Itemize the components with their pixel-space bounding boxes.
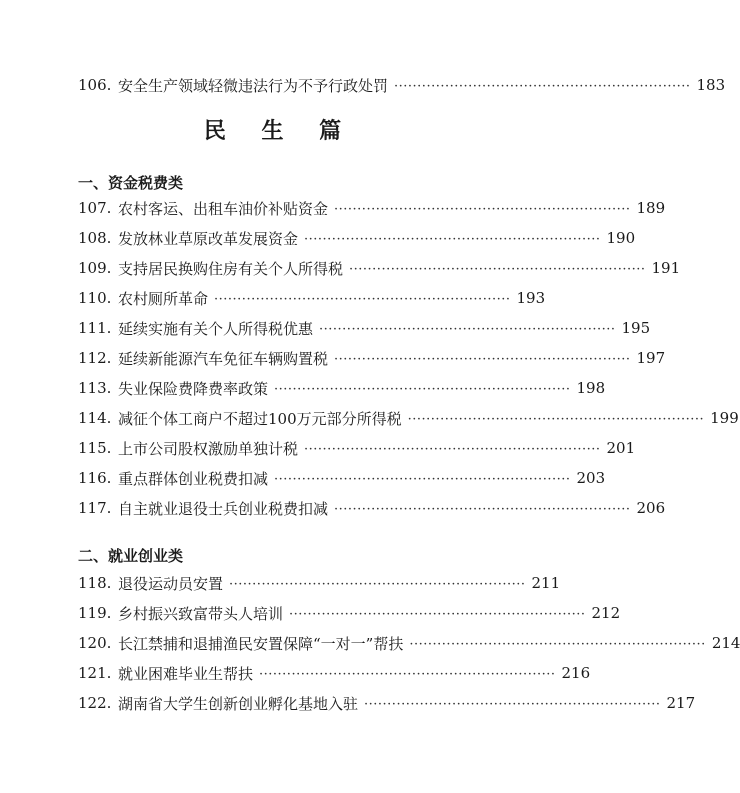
entry-number: 108.: [78, 229, 112, 247]
leader-dots: ································································: [274, 381, 571, 397]
entry-page-number: 199: [710, 409, 739, 427]
entry-number: 106.: [78, 76, 112, 94]
entry-number: 122.: [78, 694, 112, 712]
entry-page-number: 190: [606, 229, 636, 247]
entry-number: 109.: [78, 259, 112, 277]
entry-number: 120.: [78, 634, 112, 652]
leader-dots: ································································: [334, 351, 631, 367]
entry-number: 119.: [78, 604, 112, 622]
entry-title: 失业保险费降费率政策: [118, 379, 269, 398]
entry-title: 乡村振兴致富带头人培训: [118, 604, 284, 623]
leader-dots: ································································: [214, 291, 511, 307]
entry-page-number: 206: [636, 499, 666, 517]
entry-number: 112.: [78, 349, 112, 367]
toc-entry-107[interactable]: [78, 196, 666, 220]
entry-page-number: 211: [531, 574, 561, 592]
entry-title: 自主就业退役士兵创业税费扣减: [118, 499, 329, 518]
section-heading-employment: 二、就业创业类: [78, 547, 184, 565]
leader-dots: ································································: [334, 501, 631, 517]
toc-entry-108[interactable]: [78, 226, 636, 250]
entry-page-number: 203: [576, 469, 606, 487]
entry-title: 发放林业草原改革发展资金: [118, 229, 299, 248]
entry-title: 退役运动员安置: [118, 574, 224, 593]
leader-dots: ································································: [229, 576, 526, 592]
leader-dots: ································································: [409, 636, 706, 652]
leader-dots: ································································: [304, 231, 601, 247]
entry-page-number: 201: [606, 439, 636, 457]
toc-entry-122[interactable]: [78, 691, 696, 715]
toc-entry-110[interactable]: [78, 286, 546, 310]
entry-number: 113.: [78, 379, 112, 397]
entry-number: 118.: [78, 574, 112, 592]
entry-title: 重点群体创业税费扣减: [118, 469, 269, 488]
entry-page-number: 189: [636, 199, 666, 217]
toc-entry-120[interactable]: [78, 631, 740, 655]
entry-title: 农村客运、出租车油价补贴资金: [118, 199, 329, 218]
toc-entry-114[interactable]: [78, 406, 739, 430]
entry-page-number: 214: [711, 634, 740, 652]
toc-entry-119[interactable]: [78, 601, 621, 625]
entry-title: 农村厕所革命: [118, 289, 209, 308]
entry-title: 长江禁捕和退捕渔民安置保障“一对一”帮扶: [118, 634, 404, 653]
toc-entry-111[interactable]: [78, 316, 651, 340]
toc-entry-112[interactable]: [78, 346, 666, 370]
entry-page-number: 217: [666, 694, 696, 712]
entry-title: 安全生产领域轻微违法行为不予行政处罚: [118, 76, 389, 95]
toc-entry-115[interactable]: [78, 436, 636, 460]
entry-page-number: 197: [636, 349, 666, 367]
leader-dots: ································································: [349, 261, 646, 277]
entry-page-number: 191: [651, 259, 681, 277]
leader-dots: ································································: [289, 606, 586, 622]
entry-number: 115.: [78, 439, 112, 457]
leader-dots: ································································: [259, 666, 556, 682]
leader-dots: ································································: [394, 78, 691, 94]
toc-entry-118[interactable]: [78, 571, 561, 595]
entry-number: 107.: [78, 199, 112, 217]
entry-page-number: 198: [576, 379, 606, 397]
part-title: 民 生 篇: [203, 119, 356, 144]
entry-number: 114.: [78, 409, 112, 427]
entry-page-number: 195: [621, 319, 651, 337]
entry-title: 湖南省大学生创新创业孵化基地入驻: [118, 694, 359, 713]
entry-number: 111.: [78, 319, 112, 337]
entry-number: 117.: [78, 499, 112, 517]
leader-dots: ································································: [274, 471, 571, 487]
entry-title: 延续新能源汽车免征车辆购置税: [118, 349, 329, 368]
toc-entry-116[interactable]: [78, 466, 606, 490]
leader-dots: ································································: [304, 441, 601, 457]
leader-dots: ································································: [364, 696, 661, 712]
toc-entry-109[interactable]: [78, 256, 681, 280]
toc-entry-121[interactable]: [78, 661, 591, 685]
entry-number: 121.: [78, 664, 112, 682]
entry-title: 就业困难毕业生帮扶: [118, 664, 254, 683]
toc-entry-113[interactable]: [78, 376, 606, 400]
entry-title: 减征个体工商户不超过100万元部分所得税: [118, 409, 402, 428]
leader-dots: ································································: [319, 321, 616, 337]
entry-page-number: 183: [696, 76, 726, 94]
entry-title: 支持居民换购住房有关个人所得税: [118, 259, 344, 278]
section-heading-funds-tax: 一、资金税费类: [78, 174, 184, 192]
entry-title: 上市公司股权激励单独计税: [118, 439, 299, 458]
entry-number: 110.: [78, 289, 112, 307]
leader-dots: ································································: [407, 411, 705, 427]
toc-entry-106[interactable]: [78, 73, 726, 97]
leader-dots: ································································: [334, 201, 631, 217]
entry-title: 延续实施有关个人所得税优惠: [118, 319, 314, 338]
toc-entry-117[interactable]: [78, 496, 666, 520]
entry-page-number: 212: [591, 604, 621, 622]
entry-page-number: 216: [561, 664, 591, 682]
entry-page-number: 193: [516, 289, 546, 307]
entry-number: 116.: [78, 469, 112, 487]
